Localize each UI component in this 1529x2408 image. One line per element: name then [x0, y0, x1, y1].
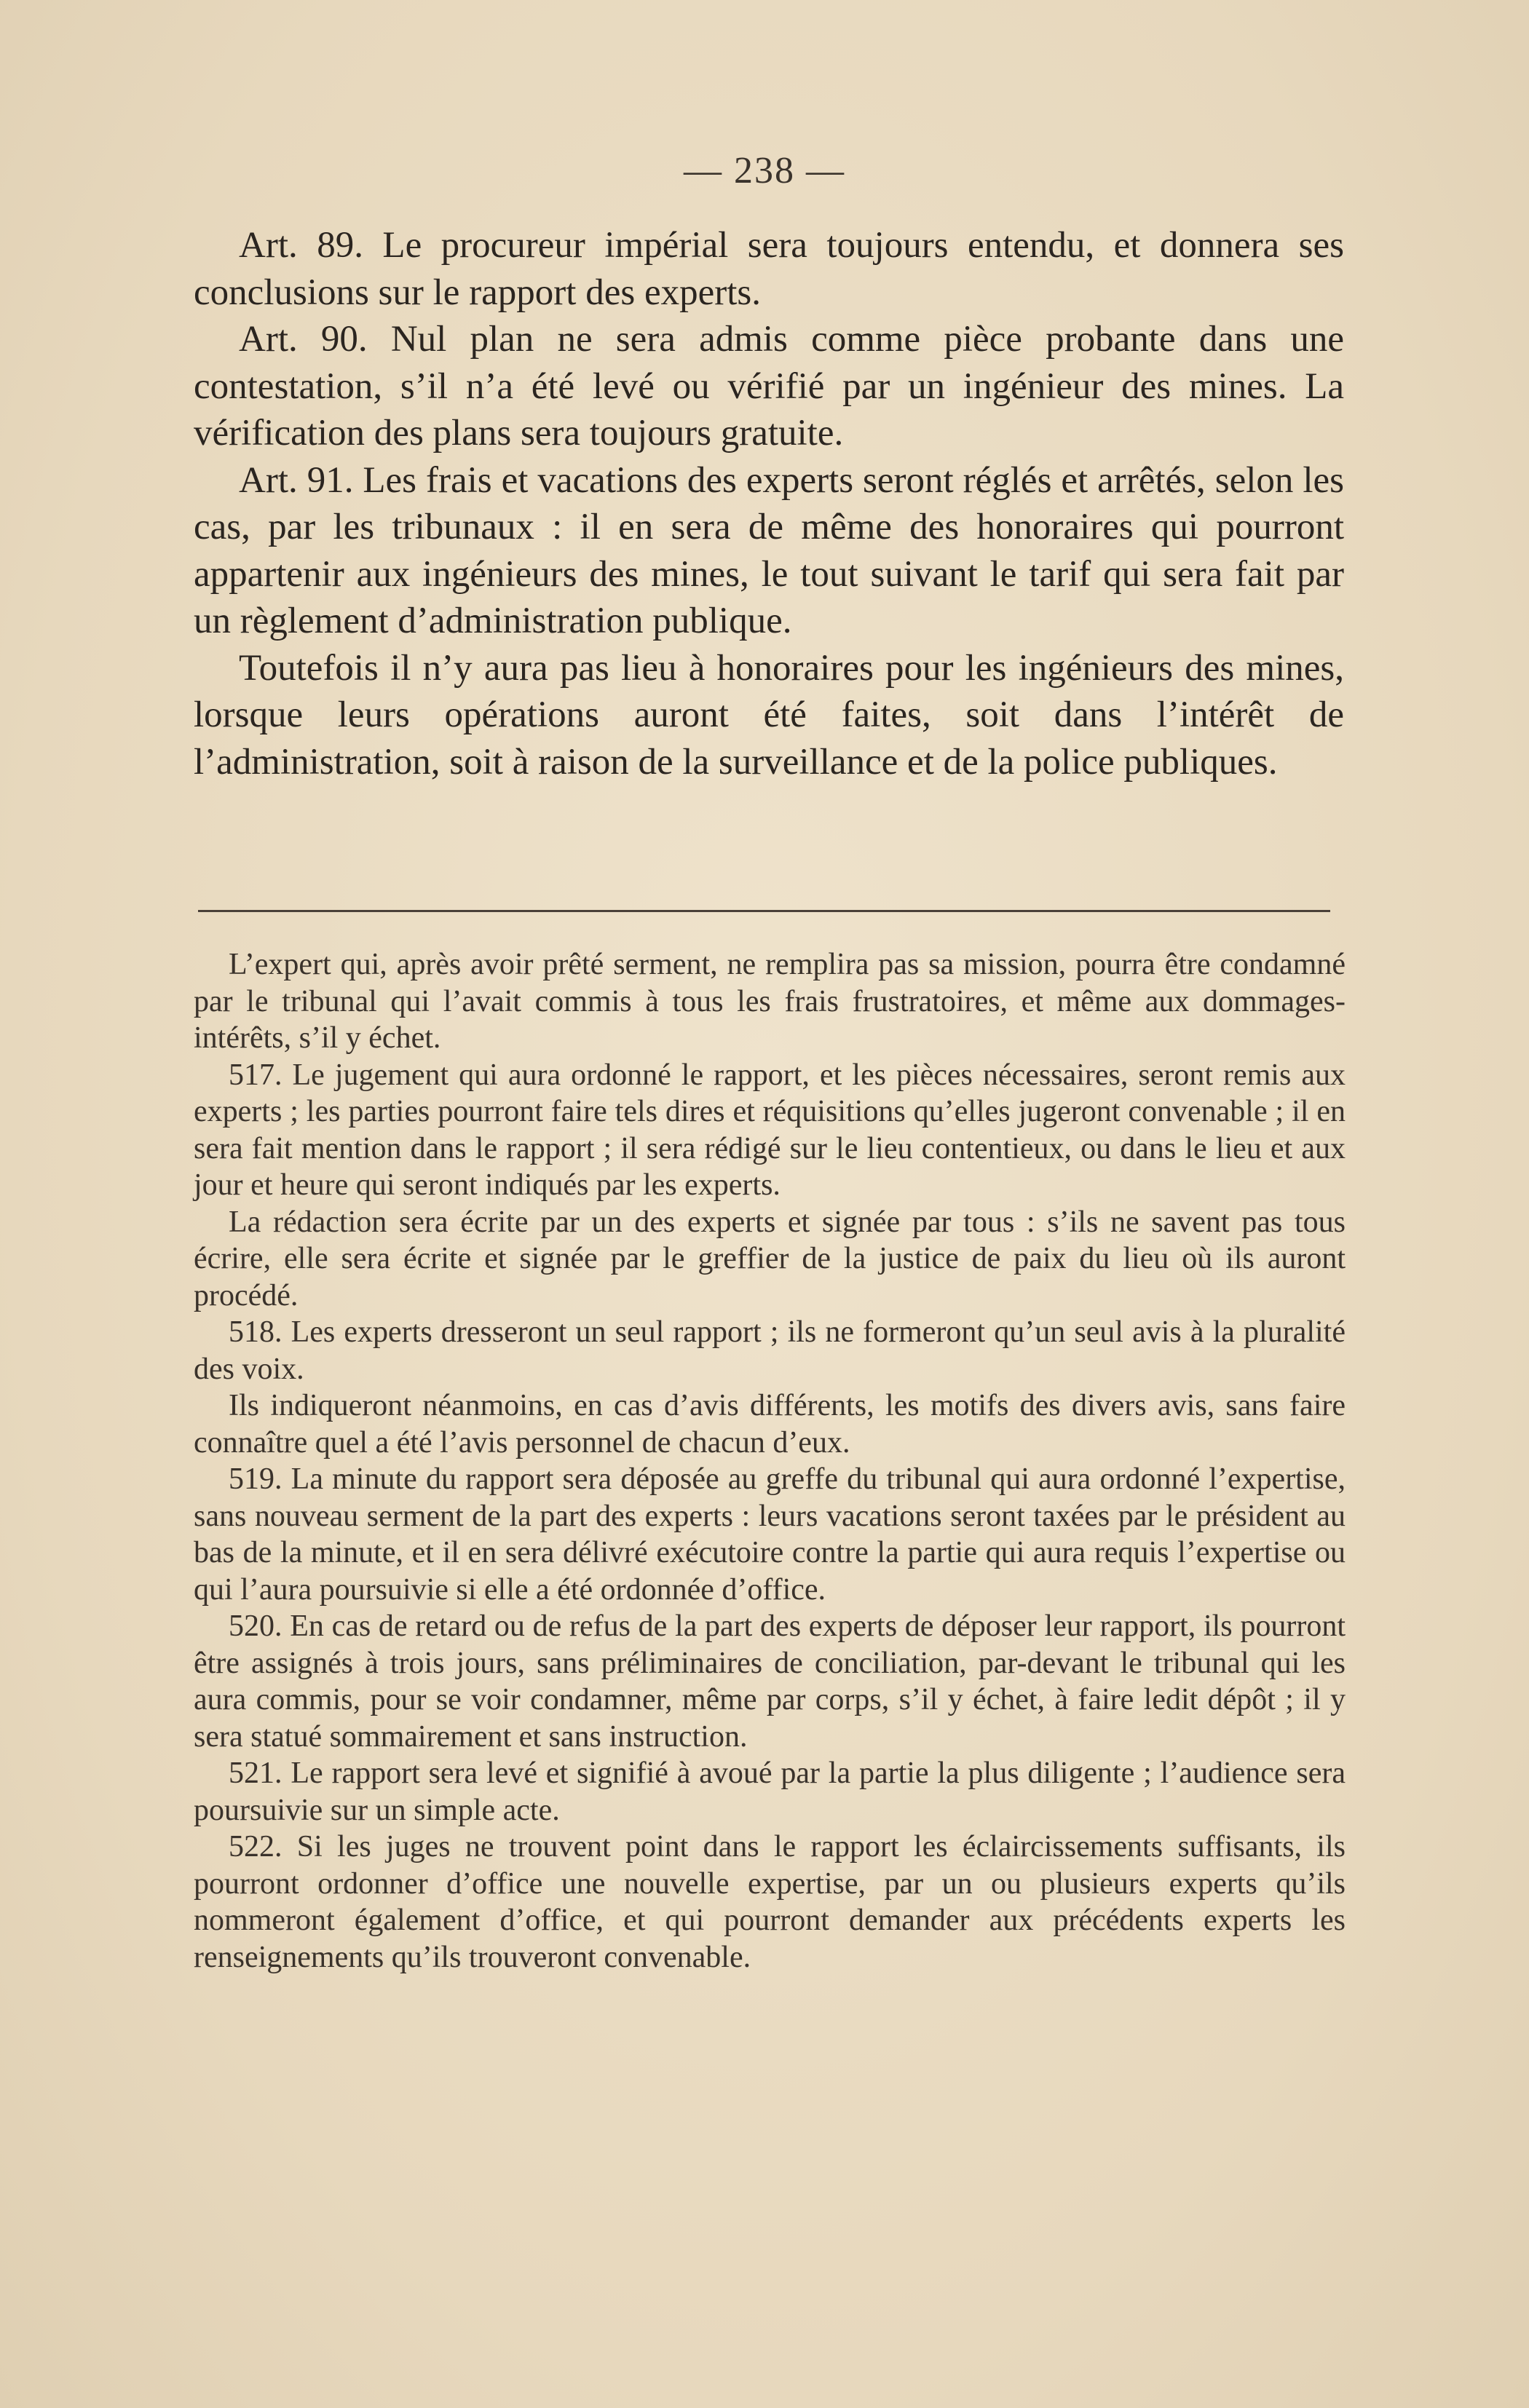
footnote-paragraph: La rédaction sera écrite par un des experts et signée par tous : s’ils ne savent pas tous écrire, elle sera écrite et signée par le greffier de la justice de paix du lieu où ils auront procédé. — [194, 1205, 1346, 1312]
footnote-article-520: 520. En cas de retard ou de refus de la part des experts de déposer leur rapport, ils pourront être assignés à trois jours, sans préliminaires de conciliation, par-devant le tribunal qui les aura commis, pour se voir condamner, même par corps, s’il y échet, à faire ledit dépôt ; il y sera statué sommairement et sans instruction. — [194, 1609, 1346, 1754]
footnote-article-519: 519. La minute du rapport sera déposée au greffe du tribunal qui aura ordonné l’expertise, sans nouveau serment de la part des experts : leurs vacations seront taxées par le président au bas de la minute, et il en sera délivré exécutoire contre la partie qui aura requis l’expertise ou qui l’aura poursuivie si elle a été ordonnée d’office. — [194, 1462, 1346, 1607]
page-number: — 238 — — [684, 150, 845, 191]
footnote-paragraph: L’expert qui, après avoir prêté serment, ne remplira pas sa mission, pourra être condamné par le tribunal qui l’avait commis à tous les frais frustratoires, et même aux dommages-intérêts, s’il y échet. — [194, 948, 1346, 1055]
main-text — [194, 222, 1344, 785]
footnote-article-521: 521. Le rapport sera levé et signifié à avoué par la partie la plus diligente ; l’audience sera poursuivie sur un simple acte. — [194, 1757, 1346, 1827]
footnote-divider — [198, 910, 1330, 912]
article-91-continuation: Toutefois il n’y aura pas lieu à honoraires pour les ingénieurs des mines, lorsque leurs opérations auront été faites, soit dans l’intérêt de l’administration, soit à raison de la surveillance et de la police publiques. — [194, 647, 1344, 783]
footnote-paragraph: Ils indiqueront néanmoins, en cas d’avis différents, les motifs des divers avis, sans faire connaître quel a été l’avis personnel de chacun d’eux. — [194, 1389, 1346, 1460]
footnote-article-517: 517. Le jugement qui aura ordonné le rapport, et les pièces nécessaires, seront remis aux experts ; les parties pourront faire tels dires et réquisitions qu’elles jugeront convenable ; il en sera fait mention dans le rapport ; il sera rédigé sur le lieu contentieux, ou dans le lieu et aux jour et heure qui seront indiqués par les experts. — [194, 1058, 1346, 1202]
article-90: Art. 90. Nul plan ne sera admis comme pièce probante dans une contestation, s’il n’a été levé ou vérifié par un ingénieur des mines. La vérification des plans sera toujours gratuite. — [194, 319, 1344, 454]
article-91: Art. 91. Les frais et vacations des experts seront réglés et arrêtés, selon les cas, par les tribunaux : il en sera de même des honoraires qui pourront appartenir aux ingénieurs des mines, le tout suivant le tarif qui sera fait par un règlement d’administration publique. — [194, 459, 1344, 641]
article-89: Art. 89. Le procureur impérial sera toujours entendu, et donnera ses conclusions sur le rapport des experts. — [194, 225, 1344, 313]
footnote-article-518: 518. Les experts dresseront un seul rapport ; ils ne formeront qu’un seul avis à la pluralité des voix. — [194, 1315, 1346, 1386]
footnotes — [194, 946, 1346, 1976]
footnote-article-522: 522. Si les juges ne trouvent point dans le rapport les éclaircissements suffisants, ils pourront ordonner d’office une nouvelle expertise, par un ou plusieurs experts qu’ils nommeront également d’office, et qui pourront demander aux précédents experts les renseignements qu’ils trouveront convenable. — [194, 1830, 1346, 1974]
